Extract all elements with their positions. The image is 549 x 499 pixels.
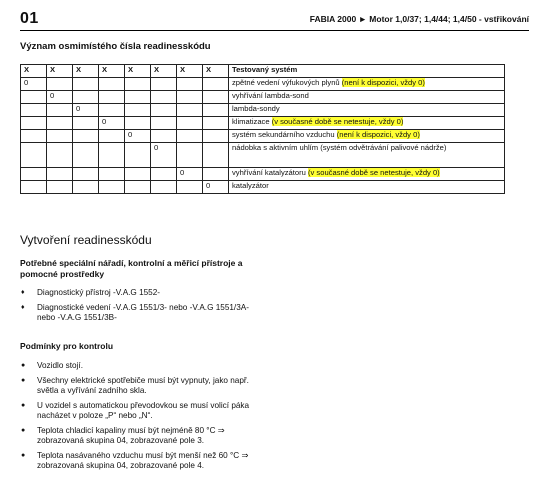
code-digit-cell — [177, 117, 203, 130]
code-digit-cell — [177, 104, 203, 117]
code-digit-cell — [99, 78, 125, 91]
section-title: Význam osmimístého čísla readinesskódu — [20, 41, 211, 52]
code-digit-cell — [99, 168, 125, 181]
tested-system-name: systém sekundárního vzduchu — [232, 130, 335, 139]
code-digit-cell — [73, 117, 99, 130]
code-digit-cell — [21, 117, 47, 130]
list-item-text: Všechny elektrické spotřebiče musí být vypnuty, jako např. světla a vyřívání zadního skla. — [37, 376, 249, 395]
table-row — [21, 143, 505, 168]
table-row — [21, 130, 505, 143]
list-item-text: Diagnostický přístroj -V.A.G 1552- — [37, 288, 161, 297]
tools-heading: Potřebné speciální nářadí, kontrolní a měřicí přístroje a pomocné prostředky — [20, 258, 243, 279]
list-item — [20, 451, 260, 471]
code-digit-cell — [203, 91, 229, 104]
code-digit-cell — [125, 78, 151, 91]
code-digit-cell: 0 — [73, 104, 99, 117]
code-digit-cell — [203, 130, 229, 143]
tested-system-name: vyhřívání katalyzátoru — [232, 168, 306, 177]
bullet-icon: ● — [21, 427, 26, 434]
list-item — [20, 361, 260, 371]
tested-system-name: vyhřívání lambda-sond — [232, 91, 309, 100]
table-header-cell: X — [21, 65, 47, 78]
header-title: FABIA 2000 ► Motor 1,0/37; 1,4/44; 1,4/50 - vstřikování — [309, 14, 529, 24]
table-header-row — [21, 65, 505, 78]
list-item-text: Teplota chladicí kapaliny musí být nejméně 80 °C ⇒ zobrazovaná skupina 04, zobrazované pole 3. — [37, 426, 225, 445]
code-digit-cell: 0 — [177, 168, 203, 181]
code-digit-cell — [177, 181, 203, 194]
code-digit-cell — [99, 130, 125, 143]
tested-system-name: nádobka s aktivním uhlím (systém odvětrávání palivové nádrže) — [232, 143, 447, 152]
code-digit-cell — [73, 168, 99, 181]
bullet-icon: ● — [21, 362, 26, 369]
code-digit-cell — [125, 104, 151, 117]
tested-system-name: katalyzátor — [232, 181, 269, 190]
code-digit-cell — [21, 181, 47, 194]
code-digit-cell: 0 — [203, 181, 229, 194]
list-item — [20, 303, 260, 323]
tested-system-cell — [229, 117, 505, 130]
code-digit-cell — [47, 181, 73, 194]
code-digit-cell: 0 — [47, 91, 73, 104]
tested-system-cell — [229, 104, 505, 117]
code-digit-cell — [73, 143, 99, 168]
table-row — [21, 104, 505, 117]
table-row — [21, 91, 505, 104]
code-digit-cell — [125, 143, 151, 168]
list-item-text: Vozidlo stojí. — [37, 361, 83, 370]
code-digit-cell — [177, 130, 203, 143]
conditions-list — [20, 361, 260, 476]
code-digit-cell — [151, 168, 177, 181]
code-digit-cell — [47, 78, 73, 91]
readiness-code-table — [20, 64, 505, 194]
table-row — [21, 78, 505, 91]
table-header-cell: X — [203, 65, 229, 78]
list-item-text: U vozidel s automatickou převodovkou se musí volicí páka nacházet v poloze „P“ nebo „N“. — [37, 401, 250, 420]
code-digit-cell — [151, 104, 177, 117]
code-digit-cell — [125, 91, 151, 104]
tools-list — [20, 288, 260, 328]
code-digit-cell — [203, 104, 229, 117]
code-digit-cell — [47, 168, 73, 181]
code-digit-cell — [177, 78, 203, 91]
code-digit-cell — [47, 143, 73, 168]
table-header-cell: X — [99, 65, 125, 78]
code-digit-cell: 0 — [21, 78, 47, 91]
code-digit-cell — [203, 78, 229, 91]
code-digit-cell — [151, 117, 177, 130]
table-header-cell: X — [177, 65, 203, 78]
highlighted-note: (není k dispozici, vždy 0) — [341, 78, 425, 87]
list-item-text: Teplota nasávaného vzduchu musí být menší než 60 °C ⇒ zobrazovaná skupina 04, zobrazované pole 4. — [37, 451, 249, 470]
tested-system-cell — [229, 91, 505, 104]
code-digit-cell — [125, 168, 151, 181]
code-digit-cell — [151, 78, 177, 91]
code-digit-cell — [125, 181, 151, 194]
list-item — [20, 426, 260, 446]
list-item-text: Diagnostické vedení -V.A.G 1551/3- nebo -V.A.G 1551/3A- nebo -V.A.G 1551/3B- — [37, 303, 249, 322]
table-header-cell: X — [47, 65, 73, 78]
code-digit-cell — [203, 117, 229, 130]
code-digit-cell — [21, 143, 47, 168]
code-digit-cell — [21, 130, 47, 143]
code-digit-cell: 0 — [151, 143, 177, 168]
table-header-cell: X — [73, 65, 99, 78]
code-digit-cell — [21, 168, 47, 181]
code-digit-cell — [125, 117, 151, 130]
page-number: 01 — [20, 10, 39, 27]
code-digit-cell — [21, 104, 47, 117]
bullet-icon: ● — [21, 402, 26, 409]
tested-system-name: lambda-sondy — [232, 104, 280, 113]
code-digit-cell — [177, 91, 203, 104]
table-header-cell: Testovaný systém — [229, 65, 505, 78]
list-item — [20, 401, 260, 421]
list-item — [20, 288, 260, 298]
code-digit-cell — [47, 117, 73, 130]
main-heading: Vytvoření readinesskódu — [20, 233, 152, 247]
table-header-cell: X — [125, 65, 151, 78]
tested-system-cell — [229, 143, 505, 168]
highlighted-note: (v současné době se netestuje, vždy 0) — [308, 168, 440, 177]
highlighted-note: (není k dispozici, vždy 0) — [336, 130, 420, 139]
bullet-icon: ♦ — [21, 289, 25, 296]
code-digit-cell — [99, 181, 125, 194]
code-digit-cell — [203, 168, 229, 181]
code-digit-cell — [177, 143, 203, 168]
code-digit-cell — [99, 91, 125, 104]
highlighted-note: (v současné době se netestuje, vždy 0) — [271, 117, 404, 126]
tested-system-cell — [229, 78, 505, 91]
code-digit-cell: 0 — [99, 117, 125, 130]
tested-system-name: zpětné vedení výfukových plynů — [232, 78, 340, 87]
code-digit-cell — [203, 143, 229, 168]
code-digit-cell — [99, 104, 125, 117]
code-digit-cell — [73, 91, 99, 104]
tested-system-cell — [229, 181, 505, 194]
code-digit-cell — [21, 91, 47, 104]
tested-system-name: klimatizace — [232, 117, 270, 126]
code-digit-cell — [73, 181, 99, 194]
bullet-icon: ● — [21, 377, 26, 384]
page-header — [20, 10, 529, 30]
bullet-icon: ♦ — [21, 304, 25, 311]
code-digit-cell — [73, 130, 99, 143]
header-divider — [20, 30, 529, 31]
table-header-cell: X — [151, 65, 177, 78]
code-digit-cell — [47, 130, 73, 143]
code-digit-cell — [73, 78, 99, 91]
tested-system-cell — [229, 168, 505, 181]
conditions-heading: Podmínky pro kontrolu — [20, 341, 114, 351]
table-body — [21, 78, 505, 194]
list-item — [20, 376, 260, 396]
code-digit-cell — [47, 104, 73, 117]
code-digit-cell — [151, 181, 177, 194]
code-digit-cell — [151, 91, 177, 104]
table-row — [21, 117, 505, 130]
code-digit-cell — [151, 130, 177, 143]
table-row — [21, 181, 505, 194]
tested-system-cell — [229, 130, 505, 143]
table-row — [21, 168, 505, 181]
bullet-icon: ● — [21, 452, 26, 459]
code-digit-cell: 0 — [125, 130, 151, 143]
code-digit-cell — [99, 143, 125, 168]
